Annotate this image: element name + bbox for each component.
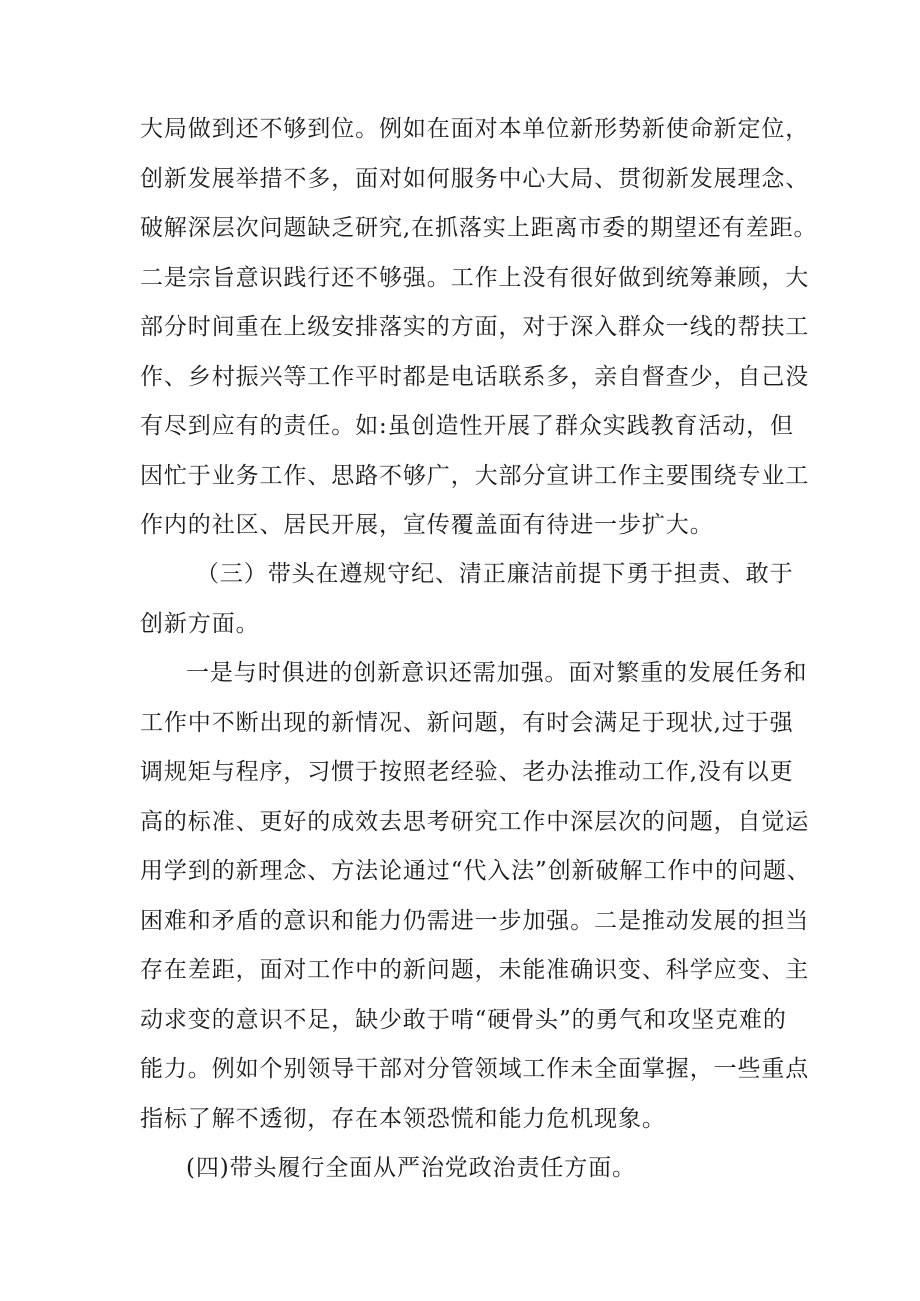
section-heading-3-continued: 创新方面。 — [140, 611, 260, 637]
text-line: 困难和矛盾的意识和能力仍需进一步加强。二是推动发展的担当 — [140, 908, 810, 934]
text-line: 作内的社区、居民开展，宣传覆盖面有待进一步扩大。 — [140, 512, 714, 538]
text-line: 高的标准、更好的成效去思考研究工作中深层次的问题，自觉运 — [140, 809, 810, 835]
text-line: 存在差距，面对工作中的新问题，未能准确识变、科学应变、主 — [140, 957, 810, 983]
section-heading-4: (四)带头履行全面从严治党政治责任方面。 — [186, 1155, 636, 1181]
text-line: 破解深层次问题缺乏研究,在抓落实上距离市委的期望还有差距。 — [140, 215, 818, 241]
text-line: 能力。例如个别领导干部对分管领域工作未全面掌握，一些重点 — [140, 1056, 810, 1082]
section-heading-3: （三）带头在遵规守纪、清正廉洁前提下勇于担责、敢于 — [196, 561, 794, 587]
text-line: 用学到的新理念、方法论通过“代入法”创新破解工作中的问题、 — [140, 858, 811, 884]
text-line: 因忙于业务工作、思路不够广，大部分宣讲工作主要围绕专业工 — [140, 463, 810, 489]
text-line: 工作中不断出现的新情况、新问题，有时会满足于现状,过于强 — [140, 710, 794, 736]
paragraph-start: 一是与时俱进的创新意识还需加强。面对繁重的发展任务和 — [186, 660, 808, 686]
text-line: 有尽到应有的责任。如:虽创造性开展了群众实践教育活动，但 — [140, 413, 794, 439]
text-line: 大局做到还不够到位。例如在面对本单位新形势新使命新定位， — [140, 116, 810, 142]
text-line: 调规矩与程序，习惯于按照老经验、老办法推动工作,没有以更 — [140, 759, 794, 785]
text-line: 二是宗旨意识践行还不够强。工作上没有很好做到统筹兼顾，大 — [140, 265, 810, 291]
text-line: 部分时间重在上级安排落实的方面，对于深入群众一线的帮扶工 — [140, 314, 810, 340]
text-line: 动求变的意识不足，缺少敢于啃“硬骨头”的勇气和攻坚克难的 — [140, 1007, 787, 1033]
text-line: 创新发展举措不多，面对如何服务中心大局、贯彻新发展理念、 — [140, 166, 810, 192]
text-line: 指标了解不透彻，存在本领恐慌和能力危机现象。 — [140, 1106, 666, 1132]
text-line: 作、乡村振兴等工作平时都是电话联系多，亲自督查少，自己没 — [140, 364, 810, 390]
